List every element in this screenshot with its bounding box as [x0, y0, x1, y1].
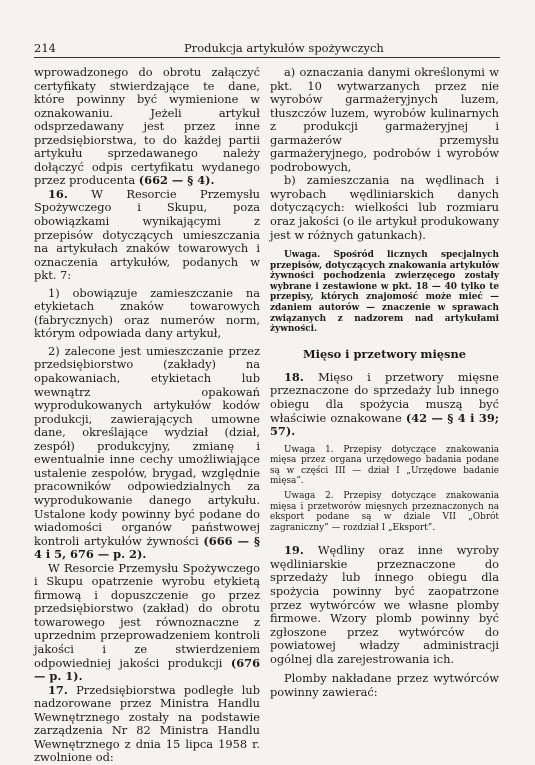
- paragraph-label: W Resorcie Przemysłu Spożywczego i Skupu opatrzenie wyrobu etykietą firmową i dopuszczenie go przez przedsiębiorstwo (zakład) do obrotu towarowego jest równoznaczne z uprzednim przeprowadzeniem kontroli jakości i ze stwierdzeniem odpowiedniej jakości produkcji (676 — p. 1).: [34, 560, 260, 684]
- legal-reference: (662 — § 4).: [138, 173, 215, 188]
- list-item-a: a) oznaczania danymi określonymi w pkt. 10 wytwarzanych przez nie wyrobów garmażeryjnych luzem, tłuszczów luzem, wyrobów kulinarnych z produkcji garmażeryjnej i garmażerów przemysłu garmażeryjnego, podrobów i wyrobów podrobowych,: [270, 65, 499, 174]
- list-item-1: 1) obowiązuje zamieszczanie na etykietach znaków towarowych (fabrycznych) oraz numerów norm, którym odpowiada dany artykuł,: [34, 285, 260, 341]
- page-header: [34, 40, 500, 56]
- paragraph-continuation: wprowadzonego do obrotu załączyć certyfikaty stwierdzające te dane, które powinny być wymienione w oznakowaniu. Jeżeli artykuł odsprzedawany jest przez inne przedsiębiorstwa, to do każdej partii artykułu sprzedawanego należy dołączyć odpis certyfikatu wydanego przez producenta (662 — § 4).: [34, 65, 260, 188]
- page-number: 214: [34, 41, 56, 55]
- item-number: 19.: [284, 543, 304, 558]
- paragraph-18: 18. Mięso i przetwory mięsne przeznaczone do sprzedaży lub innego obiegu dla spożycia muszą być właściwie oznakowane (42 — § 4 i 39; 57).: [270, 369, 499, 439]
- header-rule: [34, 57, 500, 58]
- list-item-b: b) zamieszczania na wędlinach i wyrobach wędliniarskich danych dotyczących: wielkości lub rozmiaru oraz jakości (o ile artykuł produkowany jest w różnych gatunkach).: [270, 173, 499, 242]
- note-block: [270, 250, 499, 335]
- paragraph-16: 16. W Resorcie Przemysłu Spożywczego i Skupu, poza obowiązkami wynikającymi z przepisów dotyczących umieszczania na artykułach znaków towarowych i oznaczenia artykułów, podanych w pkt. 7:: [34, 186, 261, 283]
- note-3: Uwaga 2. Przepisy dotyczące znakowania mięsa i przetworów mięsnych przeznaczonych na eksport podane są w dziale VII „Obrót zagraniczny” — rozdział I „Eksport”.: [270, 490, 499, 533]
- paragraph-17: 17. Przedsiębiorstwa podległe lub nadzorowane przez Ministra Handlu Wewnętrznego zostały na podstawie zarządzenia Nr 82 Ministra Handlu Wewnętrznego z dnia 15 lipca 1958 r. zwolnione od:: [34, 682, 261, 765]
- item-number: 18.: [284, 369, 304, 384]
- note-1: Uwaga. Spośród licznych specjalnych przepisów, dotyczących znakowania artykułów żywności pochodzenia zwierzęcego zostały wybrane i zestawione w pkt. 18 — 40 tylko te przepisy, których znajomość może mieć — zdaniem autorów — znaczenie w sprawach związanych z nadzorem nad artykułami żywności.: [270, 250, 500, 335]
- item-number: 17.: [48, 682, 68, 697]
- left-column: [34, 66, 260, 765]
- item-number: 16.: [48, 186, 68, 201]
- running-title: Produkcja artykułów spożywczych: [184, 41, 384, 55]
- legal-reference: (666 — § 4 i 5, 676 — p. 2).: [34, 533, 261, 562]
- right-column: [270, 66, 499, 699]
- paragraph-19: 19. Wędliny oraz inne wyroby wędliniarskie przeznaczone do sprzedaży lub innego obiegu dla spożycia powinny być zaopatrzone przez wytwórców we własne plomby firmowe. Wzory plomb powinny być zgłoszone przez wytwórców do powiatowej władzy administracji ogólnej dla zarejestrowania ich.: [270, 543, 499, 666]
- section-heading: Mięso i przetwory mięsne: [303, 346, 466, 361]
- legal-reference: (42 — § 4 i 39; 57).: [270, 410, 499, 439]
- notes-block: [270, 445, 499, 534]
- list-item-2: 2) zalecone jest umieszczanie przez przedsiębiorstwo (zakłady) na opakowaniach, etykietach lub wewnątrz opakowań wyprodukowanych artykułów kodów produkcji, zawierających umowne dane, określające wydział (dział, zespół) produkcyjny, zmianę i ewentualnie inne cechy umożliwiające ustalenie zespołów, brygad, względnie pracowników odpowiedzialnych za wyprodukowanie danego artykułu. Ustalone kody powinny być podane do wiadomości organów państwowej kontroli artykułów żywności (666 — § 4 i 5, 676 — p. 2).: [34, 343, 261, 562]
- paragraph-20: Plomby nakładane przez wytwórców powinny zawierać:: [270, 671, 499, 699]
- note-2: Uwaga 1. Przepisy dotyczące znakowania mięsa przez organa urzędowego badania podane są w części III — dział I „Urzędowe badanie mięsa”.: [270, 444, 499, 487]
- legal-reference: (676 — p. 1).: [34, 655, 260, 684]
